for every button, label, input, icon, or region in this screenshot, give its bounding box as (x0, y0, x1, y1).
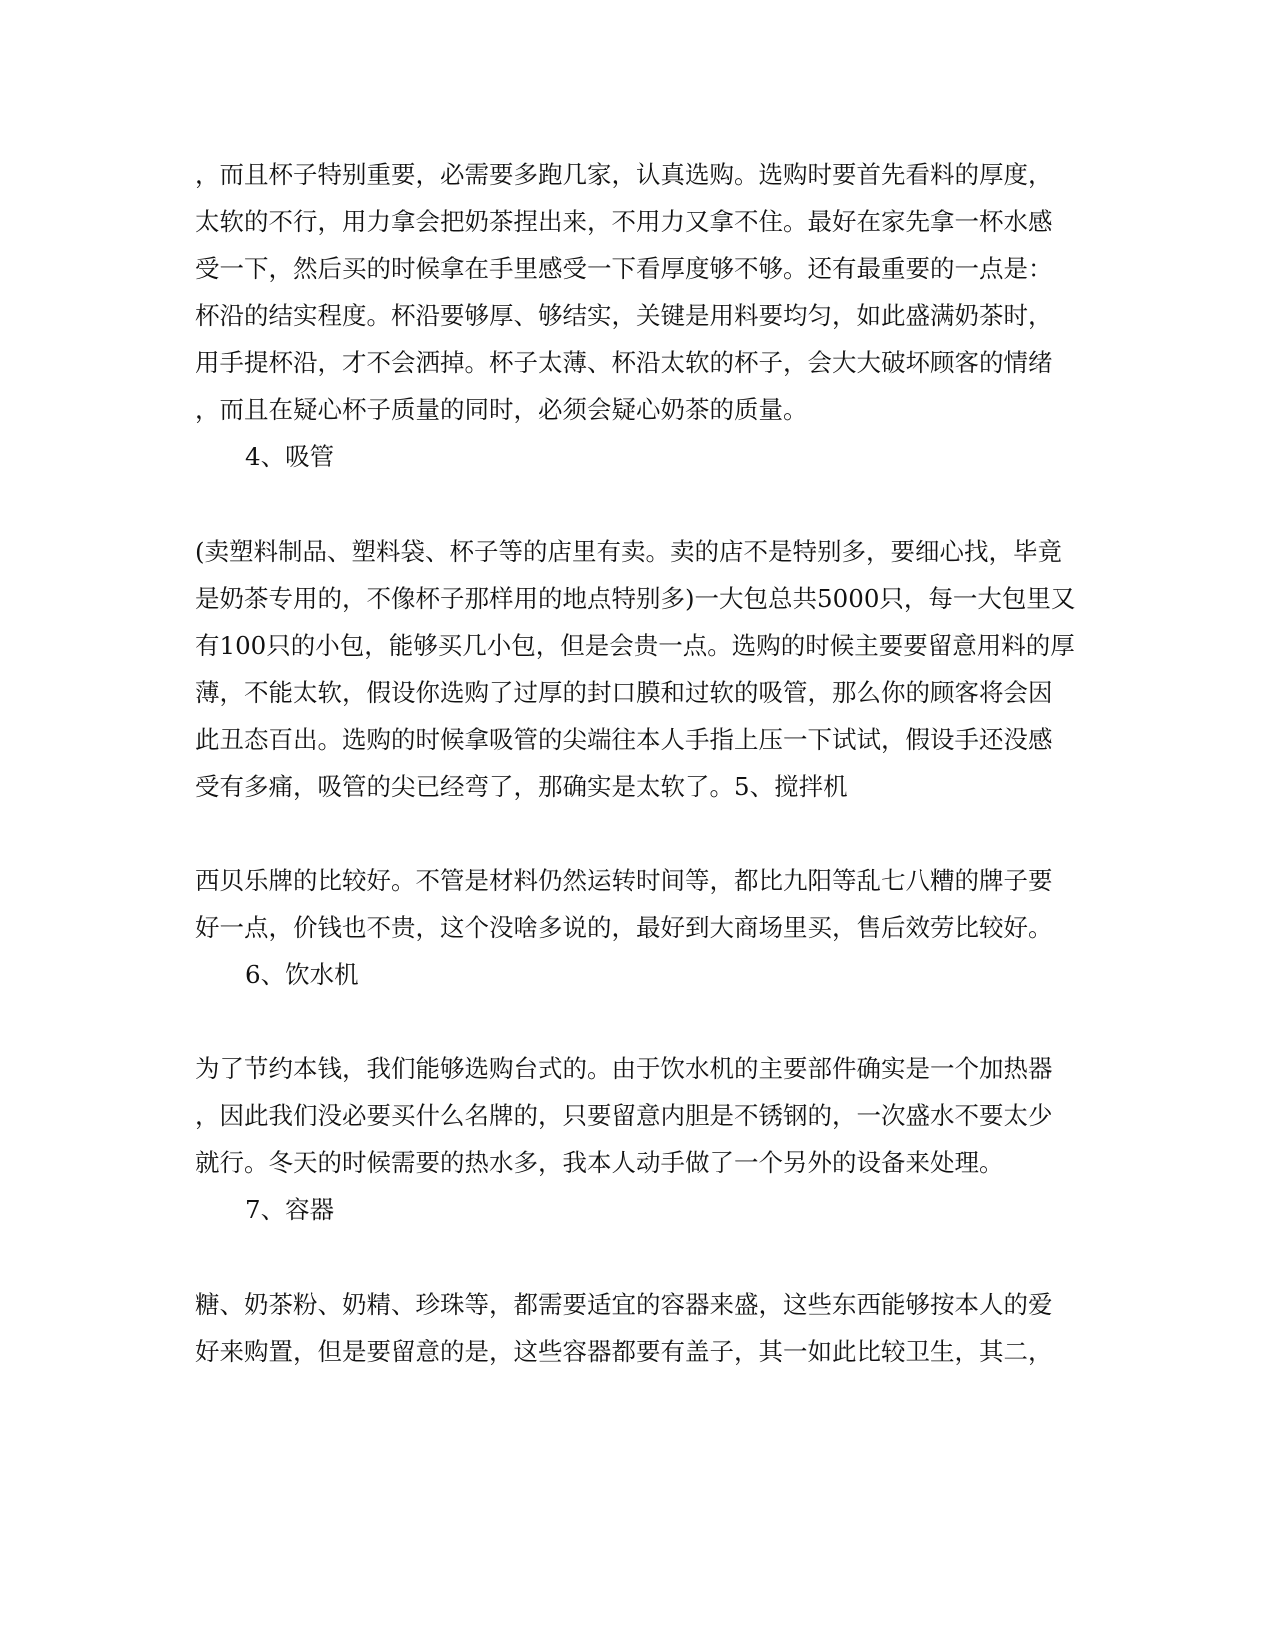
body-line: 有100只的小包，能够买几小包，但是会贵一点。选购的时候主要要留意用料的厚 (195, 631, 1075, 660)
body-line: 好来购置，但是要留意的是，这些容器都要有盖子，其一如此比较卫生，其二， (195, 1337, 1053, 1366)
body-line: 杯沿的结实程度。杯沿要够厚、够结实，关键是用料要均匀，如此盛满奶茶时， (195, 301, 1053, 330)
body-line: 受有多痛，吸管的尖已经弯了，那确实是太软了。5、搅拌机 (195, 772, 848, 801)
body-line: 西贝乐牌的比较好。不管是材料仍然运转时间等，都比九阳等乱七八糟的牌子要 (195, 866, 1053, 895)
body-line: 薄，不能太软，假设你选购了过厚的封口膜和过软的吸管，那么你的顾客将会因 (195, 678, 1053, 707)
body-line: 此丑态百出。选购的时候拿吸管的尖端往本人手指上压一下试试，假设手还没感 (195, 725, 1053, 754)
body-line: 为了节约本钱，我们能够选购台式的。由于饮水机的主要部件确实是一个加热器 (195, 1054, 1053, 1083)
body-line: ，因此我们没必要买什么名牌的，只要留意内胆是不锈钢的，一次盛水不要太少 (195, 1101, 1053, 1130)
body-line: 好一点，价钱也不贵，这个没啥多说的，最好到大商场里买，售后效劳比较好。 (195, 913, 1053, 942)
body-line: ，而且在疑心杯子质量的同时，必须会疑心奶茶的质量。 (195, 395, 808, 424)
section-heading-containers: 7、容器 (245, 1195, 335, 1224)
body-line: 太软的不行，用力拿会把奶茶捏出来，不用力又拿不住。最好在家先拿一杯水感 (195, 207, 1053, 236)
section-heading-water-dispenser: 6、饮水机 (245, 960, 359, 989)
body-line: 用手提杯沿，才不会洒掉。杯子太薄、杯沿太软的杯子，会大大破坏顾客的情绪 (195, 348, 1053, 377)
body-line: 是奶茶专用的，不像杯子那样用的地点特别多)一大包总共5000只，每一大包里又 (195, 584, 1076, 613)
section-heading-straw: 4、吸管 (245, 442, 335, 471)
body-line: 就行。冬天的时候需要的热水多，我本人动手做了一个另外的设备来处理。 (195, 1148, 1004, 1177)
body-line: 糖、奶茶粉、奶精、珍珠等，都需要适宜的容器来盛，这些东西能够按本人的爱 (195, 1290, 1053, 1319)
body-line: ，而且杯子特别重要，必需要多跑几家，认真选购。选购时要首先看料的厚度， (195, 160, 1053, 189)
body-line: 受一下，然后买的时候拿在手里感受一下看厚度够不够。还有最重要的一点是： (195, 254, 1053, 283)
body-line: (卖塑料制品、塑料袋、杯子等的店里有卖。卖的店不是特别多，要细心找，毕竟 (195, 537, 1063, 566)
